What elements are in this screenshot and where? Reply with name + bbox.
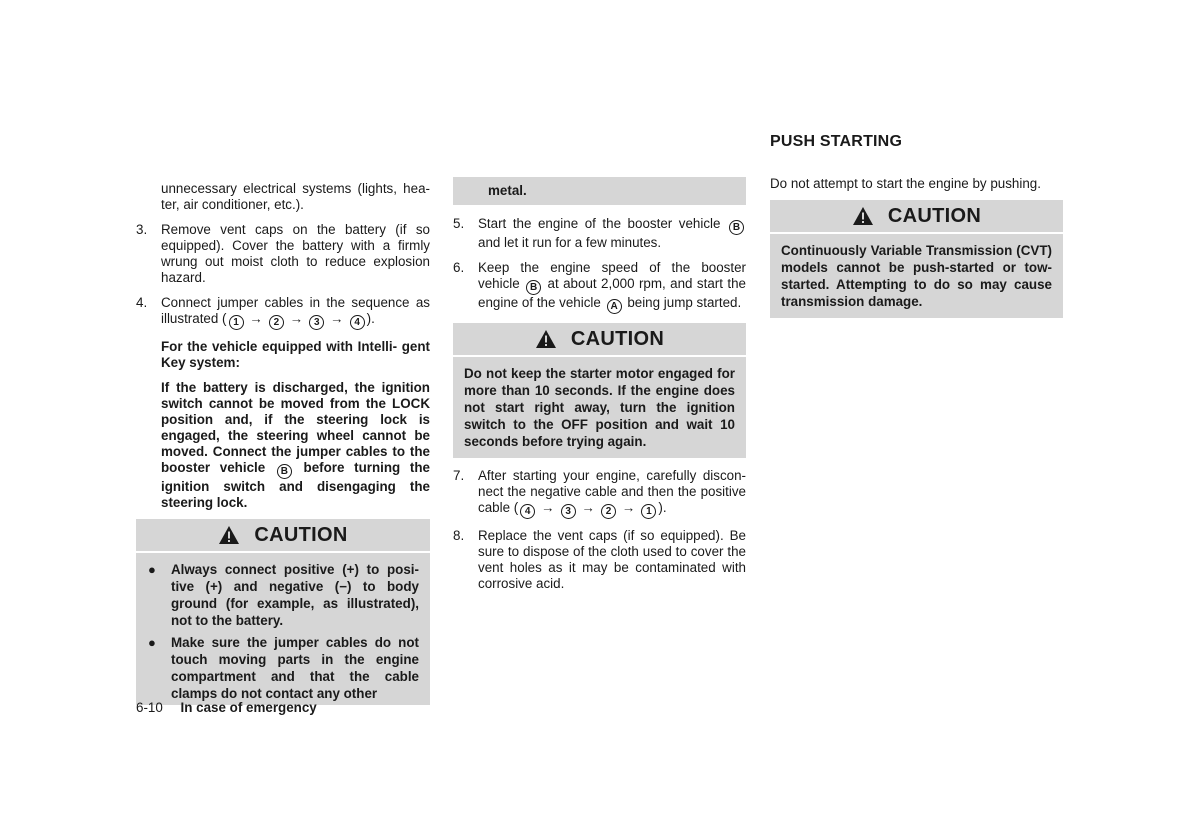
column-3 [770,134,1063,318]
step-6-text-c: being jump started. [627,295,742,310]
step-8-text: Replace the vent caps (if so equipped). Be sure to dispose of the cloth used to cover the vent holes as it may be contaminated with corrosive acid. [478,528,746,591]
intelligent-key-heading: For the vehicle equipped with Intelli- gent Key system: [161,339,430,370]
arrow-icon: → [249,311,263,326]
circle-label: 2 [269,315,284,330]
step-7 [453,468,746,519]
step-3 [136,222,430,286]
caution-continued [453,177,746,205]
caution-bullet-text: Always connect positive (+) to posi- tive (+) and negative (−) to body ground (for example, as illustrated), not to the battery. [171,562,419,628]
warning-icon [535,329,557,349]
circle-label: A [607,299,622,314]
circle-label: 1 [229,315,244,330]
step-8 [453,528,746,592]
step-6-text-a: Keep the engine speed of the booster vehicle [478,260,746,291]
circle-label: 3 [309,315,324,330]
circle-label: B [277,464,292,479]
footer-section-name: In case of emergency [180,700,317,715]
step-7-text-b: ). [658,500,667,515]
caution-box-3 [770,200,1063,318]
circle-label: 2 [601,504,616,519]
step-8-number: 8. [453,528,465,543]
step-3-text: Remove vent caps on the battery (if so equipped). Cover the battery with a firmly wrung out moist cloth to reduce explosion hazard. [161,222,430,285]
page-number: 6-10 [136,700,163,715]
step-7-number: 7. [453,468,465,483]
caution-bullet [147,634,419,702]
step-6-text [478,260,746,314]
caution-body: Continuously Variable Transmission (CVT) models cannot be push-started or tow-started. Attempting to do so may cause transmission damage. [781,243,1052,309]
column-1 [136,181,430,705]
step-5-text-b: and let it run for a few minutes. [478,235,662,250]
caution-title: CAUTION [887,205,982,227]
intelligent-key-text-b: before turning the ignition switch and disengaging the steering lock. [161,460,430,510]
arrow-icon: → [289,311,304,326]
section-title: PUSH STARTING [770,133,903,150]
circle-label: 3 [561,504,576,519]
caution-body [136,553,430,705]
caution-header [136,519,430,553]
caution-box-1 [136,519,430,705]
step-5 [453,216,746,251]
step-7-text [478,468,746,519]
warning-icon [852,206,874,226]
step-5-number: 5. [453,216,465,231]
step-5-text [478,216,746,251]
continued-text: unnecessary electrical systems (lights, hea- ter, air conditioner, etc.). [161,181,430,212]
circle-label: B [729,220,744,235]
circle-label: 1 [641,504,656,519]
step-5-text-a: Start the engine of the booster vehicle [478,216,721,231]
step-6-text-b: at about 2,000 rpm, and start the engine of the vehicle [478,276,746,310]
circle-label: B [526,280,541,295]
step-6-number: 6. [453,260,465,275]
bullet-icon: ● [148,562,156,577]
step-4 [136,295,430,330]
circle-label: 4 [520,504,535,519]
step-7-text-a: After starting your engine, carefully discon- nect the negative cable and then the positive cable ( [478,468,746,515]
caution-title: CAUTION [254,524,348,546]
column-2 [453,177,746,592]
step-4-text [161,295,430,330]
caution-header [453,323,746,357]
step-4-text-b: ). [366,311,375,326]
caution-body: Do not keep the starter motor engaged for more than 10 seconds. If the engine does not start right away, turn the ignition switch to the OFF position and wait 10 seconds before trying again. [464,366,735,449]
caution-bullet-text: Make sure the jumper cables do not touch moving parts in the engine compartment and that the cable clamps do not contact any other [171,635,419,701]
step-4-text-a: Connect jumper cables in the sequence as illustrated ( [161,295,430,326]
caution-title: CAUTION [570,328,665,350]
step-6 [453,260,746,314]
push-start-intro: Do not attempt to start the engine by pushing. [770,176,1041,191]
intelligent-key-text-a: If the battery is discharged, the ignition switch cannot be moved from the LOCK position and, if the steering lock is engaged, the steering wheel cannot be moved. Connect the jumper cables to the booster vehicle [161,380,430,475]
caution-header [770,200,1063,234]
intelligent-key-text [136,380,430,511]
arrow-icon: → [330,311,344,326]
arrow-icon: → [621,500,636,515]
step-3-number: 3. [136,222,148,237]
caution-box-2 [453,323,746,458]
caution-bullet [147,561,419,629]
caution-continued-text: metal. [488,183,527,198]
page-footer [136,700,317,715]
arrow-icon: → [541,500,555,515]
bullet-icon: ● [148,635,156,650]
step-4-number: 4. [136,295,148,310]
circle-label: 4 [350,315,365,330]
arrow-icon: → [581,500,595,515]
warning-icon [218,525,240,545]
